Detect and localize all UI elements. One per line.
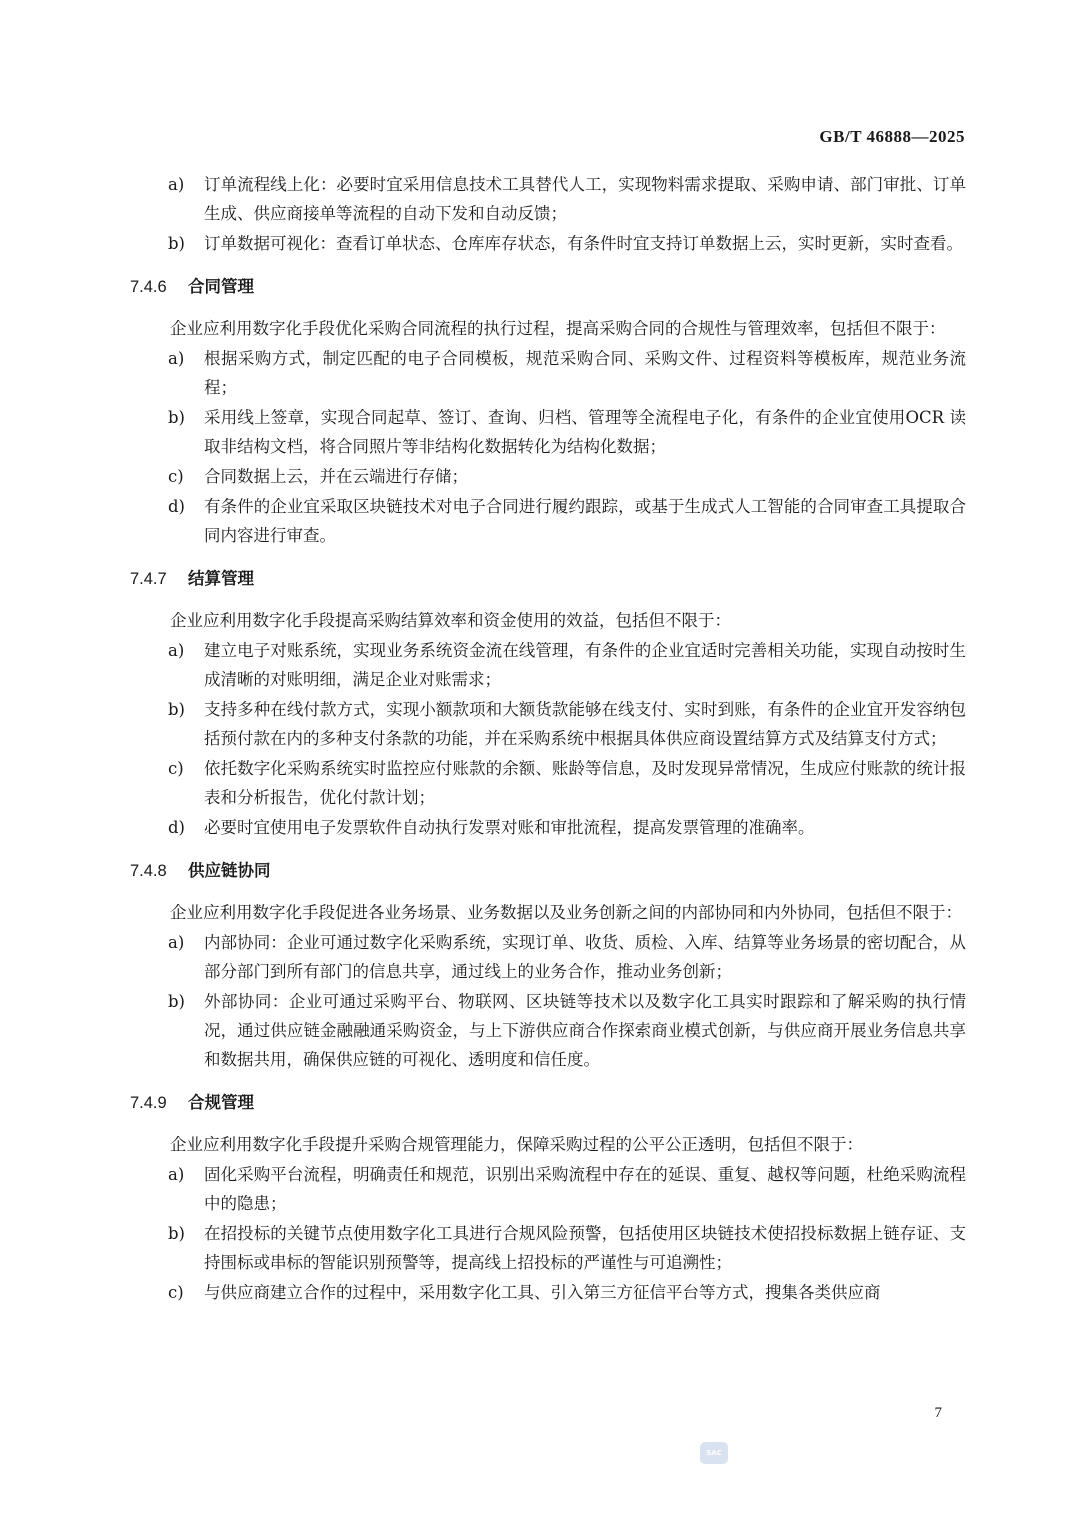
list-marker: a)	[168, 175, 185, 194]
list-item-text: 根据采购方式，制定匹配的电子合同模板，规范采购合同、采购文件、过程资料等模板库，规范业务流程；	[204, 349, 966, 397]
list-item	[130, 462, 966, 491]
list-item-text: 采用线上签章，实现合同起草、签订、查询、归档、管理等全流程电子化，有条件的企业宜使用OCR 读取非结构文档，将合同照片等非结构化数据转化为结构化数据；	[204, 408, 966, 456]
sac-watermark-logo: SAC	[700, 1442, 728, 1464]
list-item	[130, 1160, 966, 1218]
list-item-text: 建立电子对账系统，实现业务系统资金流在线管理，有条件的企业宜适时完善相关功能，实现自动按时生成清晰的对账明细，满足企业对账需求；	[204, 641, 966, 689]
list-marker: a)	[168, 1165, 185, 1184]
list-marker: b)	[168, 1224, 185, 1243]
section-title: 供应链协同	[188, 861, 271, 880]
section-lead: 企业应利用数字化手段提高采购结算效率和资金使用的效益，包括但不限于：	[170, 611, 731, 630]
list-item-text: 合同数据上云，并在云端进行存储；	[204, 467, 468, 486]
list-item	[130, 754, 966, 812]
list-item	[130, 170, 966, 228]
list-item-text: 必要时宜使用电子发票软件自动执行发票对账和审批流程，提高发票管理的准确率。	[204, 818, 815, 837]
list-marker: c)	[168, 759, 184, 778]
list-item	[130, 636, 966, 694]
list-item-text: 固化采购平台流程，明确责任和规范，识别出采购流程中存在的延误、重复、越权等问题，杜绝采购流程中的隐患；	[204, 1165, 966, 1213]
list-item	[130, 695, 966, 753]
section-7-4-7	[130, 564, 966, 842]
list-item-text: 依托数字化采购系统实时监控应付账款的余额、账龄等信息，及时发现异常情况，生成应付账款的统计报表和分析报告，优化付款计划；	[204, 759, 966, 807]
list-item	[130, 1219, 966, 1277]
list-item	[130, 344, 966, 402]
list-item	[130, 229, 966, 258]
list-marker: b)	[168, 700, 185, 719]
section-number: 7.4.8	[130, 862, 167, 880]
list-item	[130, 492, 966, 550]
list-marker: d)	[168, 818, 185, 837]
list-marker: a)	[168, 641, 185, 660]
section-heading	[130, 272, 966, 302]
list-marker: c)	[168, 1283, 184, 1302]
list-marker: b)	[168, 234, 185, 253]
section-number: 7.4.6	[130, 278, 167, 296]
list-item	[130, 1278, 966, 1307]
list-marker: c)	[168, 467, 184, 486]
section-title: 合同管理	[188, 277, 254, 296]
section-7-4-9	[130, 1088, 966, 1307]
list-item-text: 外部协同：企业可通过采购平台、物联网、区块链等技术以及数字化工具实时跟踪和了解采购的执行情况，通过供应链金融融通采购资金，与上下游供应商合作探索商业模式创新，与供应商开展业务信息共享和数据共用，确保供应链的可视化、透明度和信任度。	[204, 992, 966, 1069]
section-number: 7.4.7	[130, 570, 167, 588]
section-lead: 企业应利用数字化手段促进各业务场景、业务数据以及业务创新之间的内部协同和内外协同，包括但不限于：	[170, 903, 962, 922]
section-lead: 企业应利用数字化手段提升采购合规管理能力，保障采购过程的公平公正透明，包括但不限于：	[170, 1135, 863, 1154]
list-item-text: 与供应商建立合作的过程中，采用数字化工具、引入第三方征信平台等方式，搜集各类供应商	[204, 1283, 881, 1302]
section-7-4-6	[130, 272, 966, 550]
list-item-text: 有条件的企业宜采取区块链技术对电子合同进行履约跟踪，或基于生成式人工智能的合同审查工具提取合同内容进行审查。	[204, 497, 966, 545]
list-marker: a)	[168, 349, 185, 368]
page-number: 7	[934, 1405, 942, 1421]
list-item	[130, 403, 966, 461]
section-heading	[130, 856, 966, 886]
section-heading	[130, 564, 966, 594]
list-item-text: 内部协同：企业可通过数字化采购系统，实现订单、收货、质检、入库、结算等业务场景的密切配合，从部分部门到所有部门的信息共享，通过线上的业务合作，推动业务创新；	[204, 933, 966, 981]
section-lead: 企业应利用数字化手段优化采购合同流程的执行过程，提高采购合同的合规性与管理效率，包括但不限于：	[170, 319, 946, 338]
list-marker: b)	[168, 408, 185, 427]
page-content	[130, 170, 966, 1308]
intro-list	[130, 170, 966, 258]
section-title: 合规管理	[188, 1093, 254, 1112]
list-item	[130, 928, 966, 986]
section-title: 结算管理	[188, 569, 254, 588]
list-item-text: 支持多种在线付款方式，实现小额款项和大额货款能够在线支付、实时到账，有条件的企业宜开发容纳包括预付款在内的多种支付条款的功能，并在采购系统中根据具体供应商设置结算方式及结算支付方式；	[204, 700, 966, 748]
standard-number: GB/T 46888—2025	[819, 127, 965, 146]
list-item-text: 在招投标的关键节点使用数字化工具进行合规风险预警，包括使用区块链技术使招投标数据上链存证、支持围标或串标的智能识别预警等，提高线上招投标的严谨性与可追溯性；	[204, 1224, 966, 1272]
list-item	[130, 987, 966, 1074]
list-marker: b)	[168, 992, 185, 1011]
section-7-4-8	[130, 856, 966, 1074]
list-item-text: 订单流程线上化：必要时宜采用信息技术工具替代人工，实现物料需求提取、采购申请、部门审批、订单生成、供应商接单等流程的自动下发和自动反馈；	[204, 175, 966, 223]
list-item-text: 订单数据可视化：查看订单状态、仓库库存状态，有条件时宜支持订单数据上云，实时更新，实时查看。	[204, 234, 963, 253]
section-heading	[130, 1088, 966, 1118]
list-marker: a)	[168, 933, 185, 952]
list-item	[130, 813, 966, 842]
list-marker: d)	[168, 497, 185, 516]
section-number: 7.4.9	[130, 1094, 167, 1112]
